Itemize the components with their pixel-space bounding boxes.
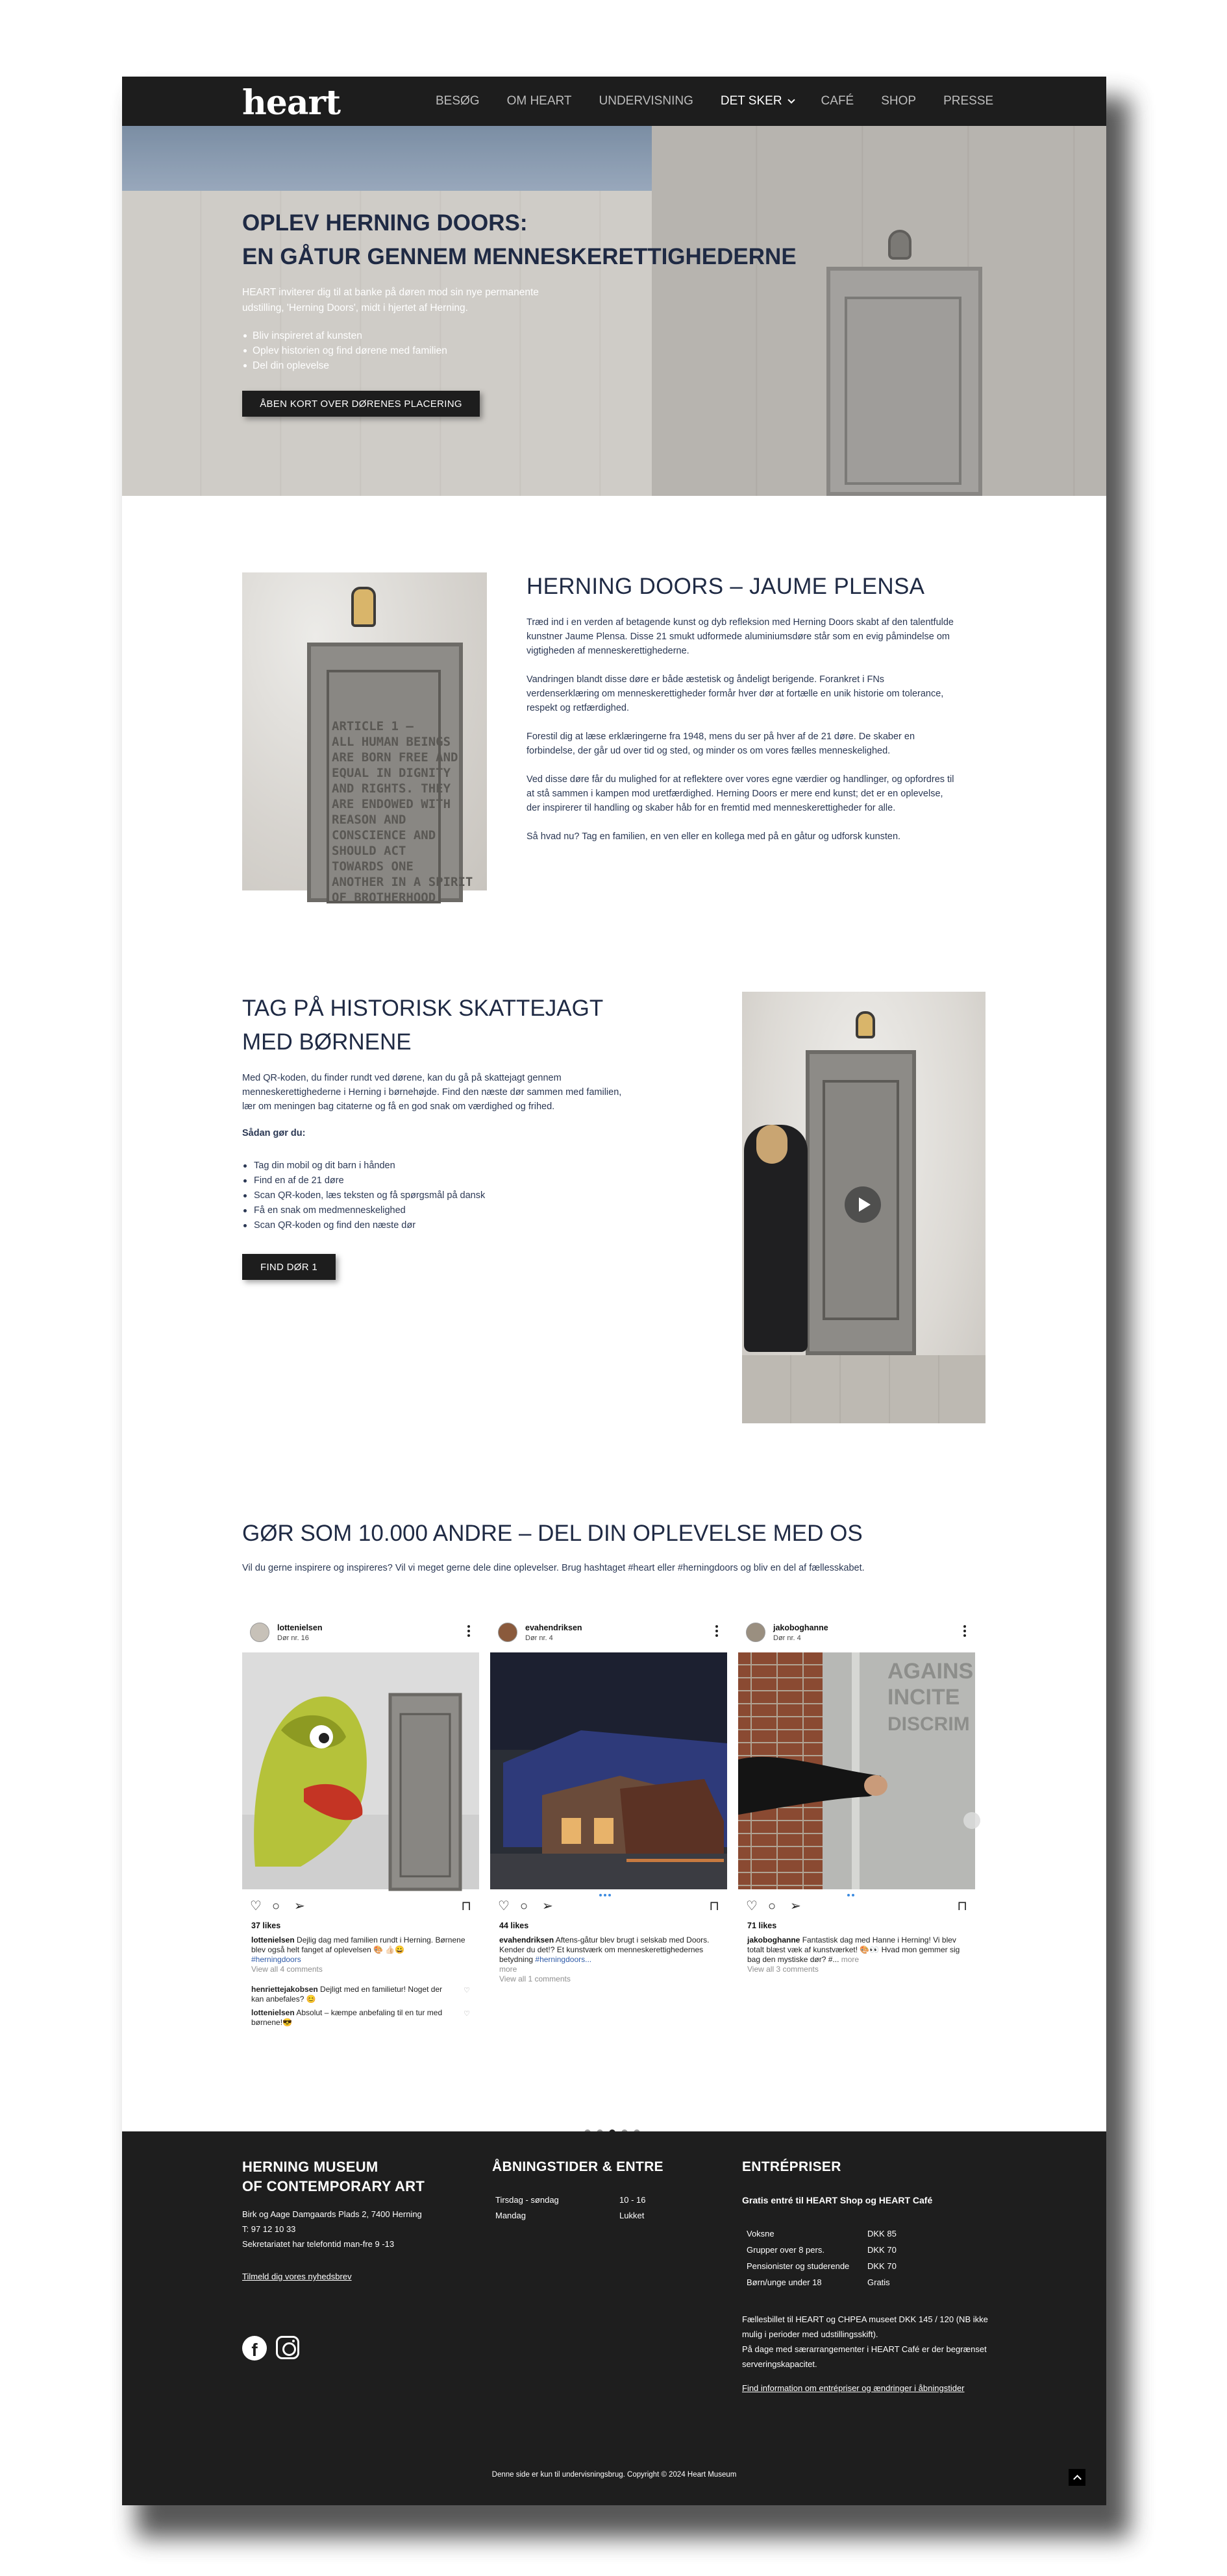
comment-username[interactable]: lottenielsen — [251, 2008, 295, 2017]
site-footer — [122, 2131, 1106, 2505]
share-intro: Vil du gerne inspirere og inspireres? Vil vi meget gerne dele dine oplevelser. Brug hashtaget #heart eller #herningdoors og bliv en del af fællesskabet. — [242, 1563, 865, 1573]
plensa-title: HERNING DOORS – JAUME PLENSA — [527, 574, 925, 599]
comment-icon[interactable]: ○ — [520, 1899, 528, 1913]
share-title: GØR SOM 10.000 ANDRE – DEL DIN OPLEVELSE MED OS — [242, 1521, 863, 1546]
post-username[interactable]: evahendriksen — [525, 1623, 582, 1632]
caption-text: Aftens-gåtur blev brugt i selskab med Doors. Kender du det!? Et kunstværk om menneskerettighedernes betydning — [499, 1935, 710, 1964]
heart-icon[interactable]: ♡ — [250, 1899, 262, 1913]
post-header — [242, 1615, 479, 1651]
copyright: Denne side er kun til undervisningsbrug. Copyright © 2024 Heart Museum — [491, 2471, 737, 2479]
price-value: Gratis — [867, 2277, 890, 2287]
hours-time: Lukket — [619, 2211, 645, 2220]
list-item: Tag din mobil og dit barn i hånden — [242, 1159, 485, 1173]
menu-item-om-heart[interactable] — [507, 94, 572, 108]
post-caption — [499, 1935, 720, 1984]
lamp-image — [351, 587, 376, 627]
post-likes: 44 likes — [499, 1921, 529, 1930]
caption-text: Fantastisk dag med Hanne i Herning! Vi blev totalt blæst væk af kunstværket! 🎨👀 Hvad mon gemmer sig bag den mystiske dør? #... — [747, 1935, 960, 1964]
list-item: Scan QR-koden, læs teksten og få spørgsmål på dansk — [242, 1188, 485, 1203]
share-icon[interactable]: ➢ — [294, 1899, 305, 1913]
chevron-down-icon — [787, 96, 795, 103]
carousel-next-button[interactable] — [963, 1812, 980, 1829]
more-options-icon[interactable] — [467, 1625, 470, 1637]
hunt-intro: Med QR-koden, du finder rundt ved dørene, kan du gå på skattejagt gennem menneskerettighederne i Herning i børnehøjde. Find den næste dør sammen med familien, lær om meningen bag citaterne og få en god snak om værdighed og frihed. — [242, 1073, 622, 1112]
engraving-line: EQUAL IN DIGNITY — [332, 766, 451, 780]
page — [122, 77, 1106, 2505]
menu-item-cafe[interactable] — [821, 94, 854, 108]
play-icon — [859, 1197, 871, 1212]
post-image[interactable] — [490, 1652, 727, 1889]
engraving-line: OF BROTHERHOOD. — [332, 890, 443, 905]
post-actions — [746, 1898, 967, 1915]
hero-banner — [122, 126, 1106, 496]
post-actions — [498, 1898, 719, 1915]
comment-text: Absolut – kæmpe anbefaling til en tur med børnene!😎 — [251, 2008, 443, 2027]
avatar[interactable] — [498, 1623, 517, 1642]
menu-label: CAFÉ — [821, 94, 854, 108]
door-engraving — [332, 718, 473, 905]
engraving-line: SHOULD ACT — [332, 844, 406, 858]
main-menu — [436, 77, 1021, 126]
entry-subtitle: Gratis entré til HEART Shop og HEART Café — [742, 2195, 933, 2205]
instagram-icon[interactable] — [276, 2336, 299, 2359]
heart-icon[interactable]: ♡ — [746, 1899, 758, 1913]
post-image[interactable] — [242, 1652, 479, 1889]
menu-label: BESØG — [436, 94, 480, 108]
price-value: DKK 70 — [867, 2261, 897, 2271]
engraving-line: AND RIGHTS. THEY — [332, 781, 451, 796]
engraving-line: ALL HUMAN BEINGS — [332, 735, 451, 749]
hashtag-link[interactable]: #herningdoors... — [535, 1955, 592, 1964]
engraving-line: ARE ENDOWED WITH — [332, 797, 451, 811]
heart-icon[interactable]: ♡ — [464, 1987, 470, 1994]
menu-label: SHOP — [881, 94, 917, 108]
comment — [251, 2008, 456, 2028]
hero-title-line: OPLEV HERNING DOORS: — [242, 210, 528, 236]
plensa-text — [527, 615, 955, 858]
paragraph: Ved disse døre får du mulighed for at reflektere over vores egne værdier og handlinger, og opfordres til at stå sammen i kampen mod uretfærdighed. Herning Doors er mere end kunst; det er en oplevelse, der inspirerer til handling og skaber håb for en fremtid med menneskerettigheder for alle. — [527, 774, 954, 813]
bookmark-icon[interactable]: ⊓ — [957, 1899, 967, 1913]
view-comments-link[interactable]: View all 1 comments — [499, 1974, 571, 1983]
more-options-icon[interactable] — [963, 1625, 966, 1637]
hunt-steps — [242, 1159, 485, 1233]
hero-title — [242, 206, 826, 274]
engraving-line: CONSCIENCE AND — [332, 828, 436, 842]
newsletter-link[interactable]: Tilmeld dig vores nyhedsbrev — [242, 2272, 352, 2281]
graffiti-door-image — [242, 1652, 479, 1889]
post-caption — [251, 1935, 472, 1974]
svg-text:INCITE: INCITE — [887, 1685, 960, 1710]
engraving-line: TOWARDS ONE — [332, 859, 414, 874]
post-likes: 71 likes — [747, 1921, 777, 1930]
footer-heading-line: OF CONTEMPORARY ART — [242, 2178, 425, 2194]
hours-title: ÅBNINGSTIDER & ENTRE — [492, 2159, 663, 2174]
floor-texture — [742, 1355, 985, 1423]
video-player[interactable] — [742, 992, 985, 1423]
post-header — [738, 1615, 975, 1651]
image-carousel-dots — [599, 1894, 611, 1896]
engraving-line: ARTICLE 1 – — [332, 719, 414, 733]
bookmark-icon[interactable]: ⊓ — [461, 1899, 471, 1913]
instagram-post[interactable] — [738, 1615, 975, 2043]
footer-contact — [242, 2207, 422, 2251]
menu-label: DET SKER — [720, 94, 782, 108]
person-head — [756, 1125, 787, 1164]
menu-item-presse[interactable] — [943, 94, 993, 108]
comment-icon[interactable]: ○ — [768, 1899, 776, 1913]
post-username[interactable]: jakoboghanne — [773, 1623, 828, 1632]
paragraph: Træd ind i en verden af betagende kunst og dyb refleksion med Herning Doors skabt af den talentfulde kunstner Jaume Plensa. Disse 21 smukt udformede aluminiumsdøre står som en evig påmindelse om vigtigheden af menneskerettighederne. — [527, 617, 954, 656]
list-item: Få en snak om medmenneskelighed — [242, 1203, 485, 1218]
price-value: DKK 85 — [867, 2229, 897, 2239]
list-item: Bliv inspireret af kunsten — [242, 328, 447, 343]
footer-heading-line: HERNING MUSEUM — [242, 2159, 378, 2175]
instagram-post[interactable] — [490, 1615, 727, 2043]
scroll-to-top-button[interactable] — [1069, 2469, 1085, 2486]
hunt-title-line: MED BØRNENE — [242, 1029, 412, 1055]
hero-title-line: EN GÅTUR GENNEM MENNESKERETTIGHEDERNE — [242, 244, 797, 269]
comment-text: Dejligt med en familietur! Noget der kan anbefales? 😊 — [251, 1985, 443, 2004]
post-location: Dør nr. 4 — [525, 1634, 553, 1642]
post-location: Dør nr. 4 — [773, 1634, 801, 1642]
view-comments-link[interactable]: View all 4 comments — [251, 1965, 323, 1974]
entry-title: ENTRÉPRISER — [742, 2159, 841, 2174]
menu-label: UNDERVISNING — [599, 94, 693, 108]
svg-text:DISCRIM: DISCRIM — [887, 1713, 970, 1735]
more-link[interactable]: more — [841, 1955, 860, 1964]
price-label: Voksne — [747, 2229, 775, 2239]
paragraph: Så hvad nu? Tag en familien, en ven eller en kollega med på en gåtur og udforsk kunsten. — [527, 831, 901, 842]
price-label: Grupper over 8 pers. — [747, 2245, 824, 2255]
heart-icon[interactable]: ♡ — [498, 1899, 510, 1913]
share-icon[interactable]: ➢ — [790, 1899, 801, 1913]
engraving-line: ARE BORN FREE AND — [332, 750, 458, 765]
hours-time: 10 - 16 — [619, 2195, 646, 2205]
price-info-link[interactable]: Find information om entrépriser og ændringer i åbningstider — [742, 2383, 965, 2393]
hours-day: Tirsdag - søndag — [495, 2195, 559, 2205]
heart-icon[interactable]: ♡ — [464, 2010, 470, 2018]
instagram-post[interactable] — [242, 1615, 479, 2043]
engraving-line: REASON AND — [332, 813, 406, 827]
caption-username[interactable]: evahendriksen — [499, 1935, 554, 1944]
menu-item-undervisning[interactable] — [599, 94, 693, 108]
footer-museum-name — [242, 2157, 425, 2196]
avatar[interactable] — [250, 1623, 269, 1642]
list-item: Find en af de 21 døre — [242, 1173, 485, 1188]
hashtag-link[interactable]: #herningdoors — [251, 1955, 301, 1964]
hunt-title-line: TAG PÅ HISTORISK SKATTEJAGT — [242, 996, 604, 1021]
list-item: Oplev historien og find dørene med familien — [242, 343, 447, 358]
svg-text:AGAINS: AGAINS — [887, 1659, 974, 1684]
bookmark-icon[interactable]: ⊓ — [709, 1899, 719, 1913]
menu-item-besog[interactable] — [436, 94, 480, 108]
post-image[interactable] — [738, 1652, 975, 1889]
comment-username[interactable]: henriettejakobsen — [251, 1985, 318, 1994]
menu-label: OM HEART — [506, 94, 572, 108]
hero-bullets — [242, 328, 447, 373]
open-map-button[interactable]: ÅBEN KORT OVER DØRENES PLACERING — [242, 391, 480, 417]
comment — [251, 1985, 456, 2004]
door-photo — [242, 572, 487, 905]
view-comments-link[interactable]: View all 3 comments — [747, 1965, 819, 1974]
caption-text: Dejlig dag med familien rundt i Herning. Børnene blev også helt fanget af oplevelsen 🎨 👍🏻😀 — [251, 1935, 465, 1954]
caption-username[interactable]: lottenielsen — [251, 1935, 295, 1944]
menu-label: PRESSE — [943, 94, 994, 108]
phone[interactable]: T: 97 12 10 33 — [242, 2224, 296, 2234]
caption-username[interactable]: jakoboghanne — [747, 1935, 800, 1944]
paragraph: Vandringen blandt disse døre er både æstetisk og åndeligt berigende. Forankret i FNs verdenserklæring om menneskerettigheder formår hver dør at fortælle en unik historie om tolerance, respekt og retfærdighed. — [527, 674, 944, 713]
paragraph: Forestil dig at læse erklæringerne fra 1948, mens du ser på hver af de 21 døre. De skaber en forbindelse, der går ud over tid og sted, og minder os om vores fælles menneskelighed. — [527, 731, 915, 756]
avatar[interactable] — [746, 1623, 765, 1642]
engraving-line: ANOTHER IN A SPIRIT — [332, 875, 473, 889]
post-actions — [250, 1898, 471, 1915]
list-item: Scan QR-koden og find den næste dør — [242, 1218, 485, 1233]
price-label: Børn/unge under 18 — [747, 2277, 822, 2287]
post-caption — [747, 1935, 968, 1974]
image-carousel-dots — [847, 1894, 854, 1896]
more-link[interactable]: more — [499, 1965, 517, 1974]
more-options-icon[interactable] — [715, 1625, 718, 1637]
address: Birk og Aage Damgaards Plads 2, 7400 Herning — [242, 2209, 422, 2219]
office-hours: Sekretariatet har telefontid man-fre 9 -13 — [242, 2239, 395, 2249]
post-username[interactable]: lottenielsen — [277, 1623, 323, 1632]
list-item: Del din oplevelse — [242, 358, 447, 373]
post-location: Dør nr. 16 — [277, 1634, 309, 1642]
hunt-title — [242, 992, 632, 1059]
combo-ticket-note: Fællesbillet til HEART og CHPEA museet DKK 145 / 120 (NB ikke mulig i perioder med udstillingsskift). — [742, 2314, 988, 2339]
post-header — [490, 1615, 727, 1651]
comment-icon[interactable]: ○ — [272, 1899, 280, 1913]
price-label: Pensionister og studerende — [747, 2261, 850, 2271]
hunt-how-title: Sådan gør du: — [242, 1128, 306, 1138]
post-likes: 37 likes — [251, 1921, 281, 1930]
hero-intro: HEART inviterer dig til at banke på døren mod sin nye permanente udstilling, 'Herning Doors', midt i hjertet af Herning. — [242, 287, 539, 313]
play-button[interactable] — [845, 1186, 881, 1223]
cafe-note: På dage med særarrangementer i HEART Café er der begrænset serveringskapacitet. — [742, 2344, 987, 2369]
museum-night-image — [490, 1652, 727, 1889]
menu-item-det-sker[interactable] — [721, 94, 794, 108]
lamp-image — [856, 1011, 875, 1038]
find-door-button[interactable]: FIND DØR 1 — [242, 1254, 336, 1280]
knocking-door-image — [738, 1652, 975, 1889]
hours-day: Mandag — [495, 2211, 526, 2220]
menu-item-shop[interactable] — [881, 94, 916, 108]
price-value: DKK 70 — [867, 2245, 897, 2255]
facebook-icon[interactable]: f — [242, 2336, 267, 2361]
top-nav — [122, 77, 1106, 126]
heart-logo[interactable]: heart — [242, 83, 340, 123]
share-icon[interactable]: ➢ — [542, 1899, 553, 1913]
